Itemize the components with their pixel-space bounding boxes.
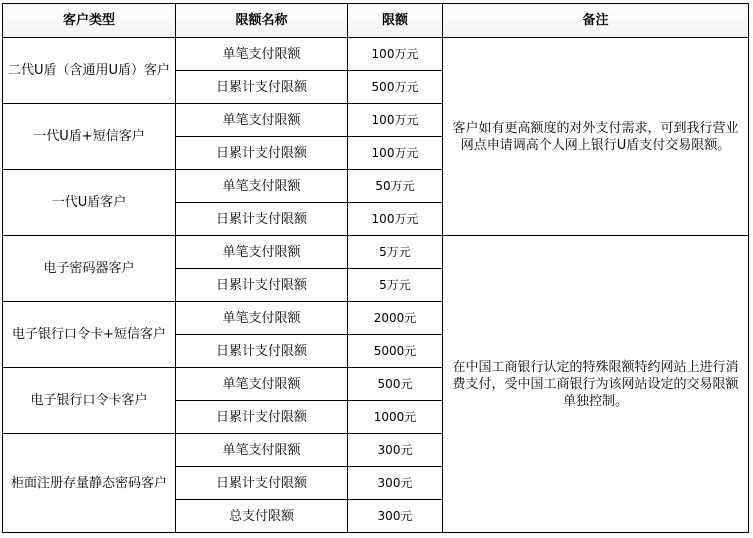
limit-value-cell: 5万元 [348, 236, 443, 269]
limit-value-cell: 100万元 [348, 203, 443, 236]
limit-value-cell: 2000元 [348, 302, 443, 335]
table-body [3, 38, 749, 533]
limit-value-cell: 50万元 [348, 170, 443, 203]
limit-value-cell: 300元 [348, 434, 443, 467]
customer-type-cell: 电子银行口令卡客户 [3, 368, 176, 434]
limit-name-cell: 日累计支付限额 [176, 401, 348, 434]
customer-type-cell: 电子银行口令卡+短信客户 [3, 302, 176, 368]
limit-name-cell: 日累计支付限额 [176, 203, 348, 236]
limit-value-cell: 100万元 [348, 137, 443, 170]
limit-name-cell: 单笔支付限额 [176, 236, 348, 269]
limit-value-cell: 100万元 [348, 104, 443, 137]
limit-value-cell: 5000元 [348, 335, 443, 368]
limit-value-cell: 300元 [348, 467, 443, 500]
note-cell-other: 在中国工商银行认定的特殊限额特约网站上进行消费支付，受中国工商银行为该网站设定的交易限额单独控制。 [443, 236, 749, 533]
customer-type-cell: 电子密码器客户 [3, 236, 176, 302]
limit-value-cell: 100万元 [348, 38, 443, 71]
header-limit-name: 限额名称 [176, 4, 348, 38]
header-row [3, 4, 749, 38]
limit-name-cell: 单笔支付限额 [176, 38, 348, 71]
payment-limit-table [2, 3, 749, 533]
limit-name-cell: 单笔支付限额 [176, 104, 348, 137]
header-limit: 限额 [348, 4, 443, 38]
table-row [3, 236, 749, 269]
limit-name-cell: 单笔支付限额 [176, 302, 348, 335]
limit-value-cell: 500万元 [348, 71, 443, 104]
limit-value-cell: 5万元 [348, 269, 443, 302]
customer-type-cell: 二代U盾（含通用U盾）客户 [3, 38, 176, 104]
limit-name-cell: 单笔支付限额 [176, 170, 348, 203]
customer-type-cell: 一代U盾+短信客户 [3, 104, 176, 170]
limit-name-cell: 日累计支付限额 [176, 335, 348, 368]
limit-name-cell: 日累计支付限额 [176, 137, 348, 170]
table-header [3, 4, 749, 38]
limit-name-cell: 单笔支付限额 [176, 368, 348, 401]
limit-name-cell: 日累计支付限额 [176, 269, 348, 302]
limit-value-cell: 300元 [348, 500, 443, 533]
limit-value-cell: 500元 [348, 368, 443, 401]
limit-name-cell: 单笔支付限额 [176, 434, 348, 467]
limit-value-cell: 1000元 [348, 401, 443, 434]
header-note: 备注 [443, 4, 749, 38]
limit-name-cell: 日累计支付限额 [176, 467, 348, 500]
limit-name-cell: 日累计支付限额 [176, 71, 348, 104]
limit-name-cell: 总支付限额 [176, 500, 348, 533]
table-row [3, 38, 749, 71]
note-cell-usb-key: 客户如有更高额度的对外支付需求，可到我行营业网点申请调高个人网上银行U盾支付交易限额。 [443, 38, 749, 236]
customer-type-cell: 柜面注册存量静态密码客户 [3, 434, 176, 533]
header-customer-type: 客户类型 [3, 4, 176, 38]
customer-type-cell: 一代U盾客户 [3, 170, 176, 236]
